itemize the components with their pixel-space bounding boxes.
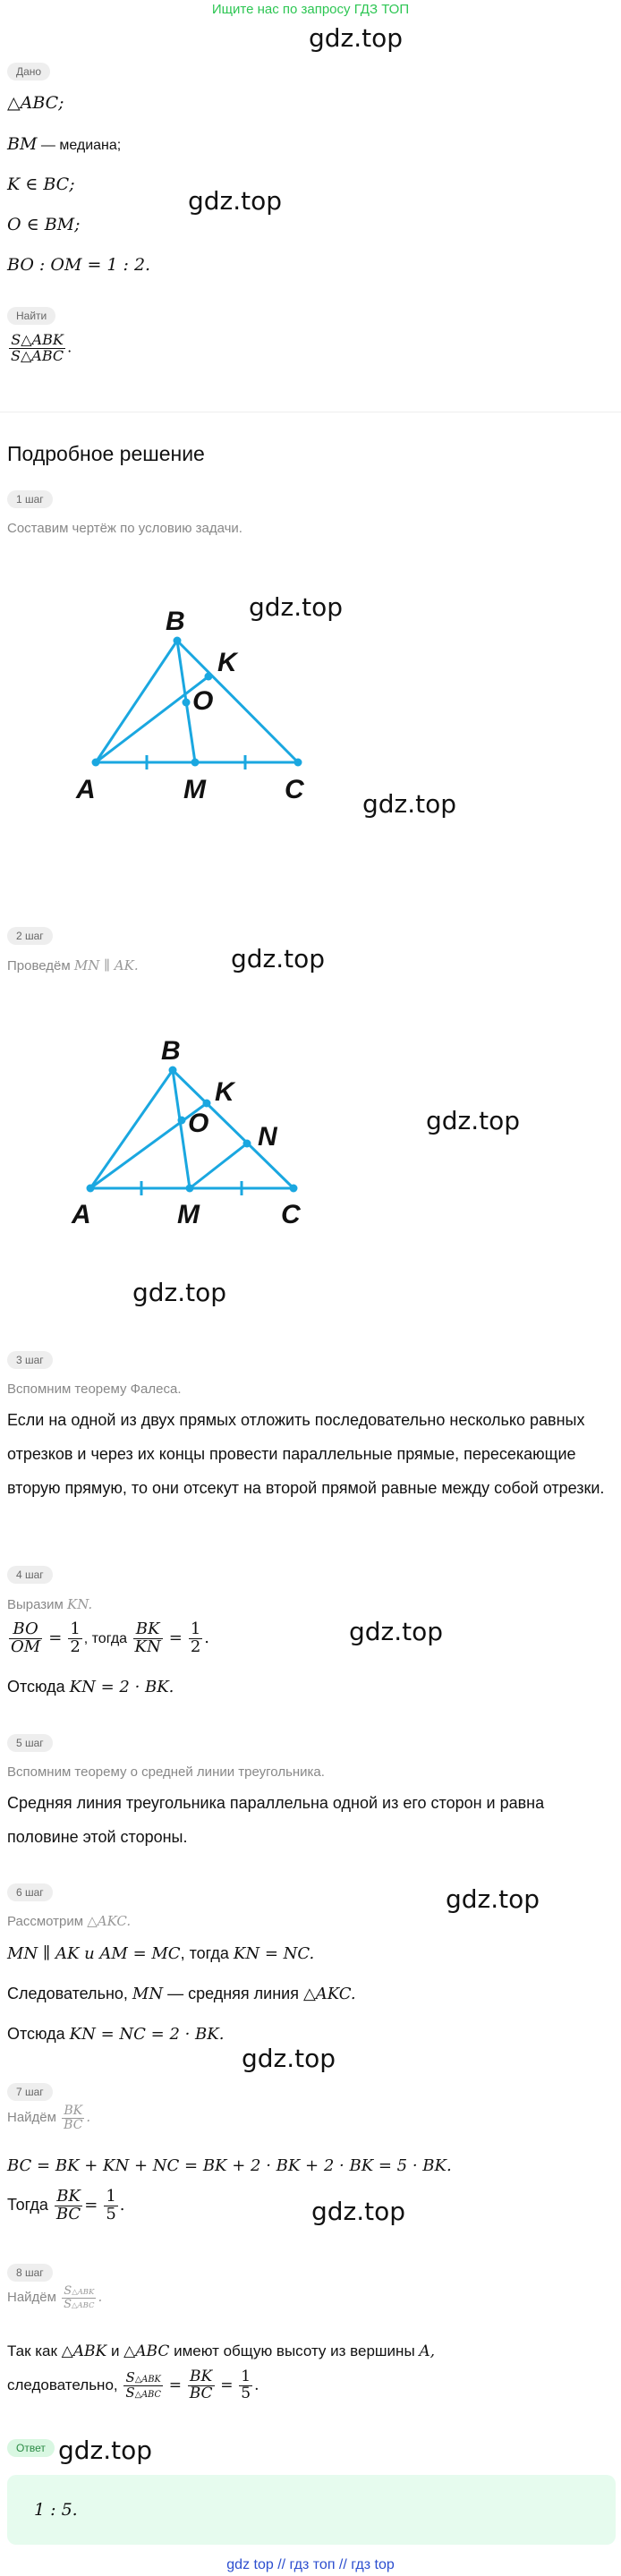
- given-line-4: O ∈ BM;: [7, 215, 81, 234]
- step-6-line-3: Отсюда KN = NC = 2 · BK.: [7, 2025, 225, 2044]
- given-line-3: K ∈ BC;: [7, 174, 75, 194]
- watermark: gdz.top: [311, 2197, 406, 2226]
- solution-title: Подробное решение: [7, 442, 205, 465]
- watermark: gdz.top: [188, 186, 283, 216]
- step-8-line-1: Так как △ABK и △ABC имеют общую высоту из вершины A,: [7, 2342, 436, 2360]
- step-8-line-2: следовательно, $\frac{\text{S△ABK}}{\text{S△ABC}}$ = $\frac{BK}{BC}$ = $\frac{1}{5}$ .: [7, 2368, 259, 2402]
- watermark: gdz.top: [242, 2044, 336, 2073]
- given-line-2: BM — медиана;: [7, 134, 122, 154]
- find-badge: Найти: [7, 307, 55, 325]
- step-5-badge: 5 шаг: [7, 1734, 53, 1752]
- figure-2-label-k: K: [215, 1077, 234, 1107]
- figure-1: [0, 591, 621, 859]
- figure-1-label-a: A: [76, 775, 96, 804]
- figure-2-label-m: M: [177, 1200, 200, 1229]
- find-fraction: $\frac{\text{S△ABK}}{\text{S△ABC}}$ .: [11, 331, 72, 364]
- step-6-line-1: MN ∥ AK и AM = MC, тогда KN = NC.: [7, 1944, 315, 1963]
- step-4-text: Выразим KN.: [7, 1596, 93, 1612]
- step-7-line-1: BC = BK + KN + NC = BK + 2 · BK + 2 · BK = 5 · BK.: [7, 2156, 452, 2175]
- watermark: gdz.top: [362, 789, 457, 819]
- step-7-badge: 7 шаг: [7, 2083, 53, 2101]
- figure-1-label-c: C: [285, 775, 304, 804]
- step-4-result: Отсюда KN = 2 · BK.: [7, 1678, 174, 1696]
- step-3-badge: 3 шаг: [7, 1351, 53, 1369]
- step-2-text: Проведём MN ∥ AK.: [7, 957, 139, 973]
- watermark: gdz.top: [249, 592, 344, 622]
- figure-2-label-a: A: [72, 1200, 91, 1229]
- watermark: gdz.top: [58, 2436, 153, 2465]
- answer-value: 1 : 5.: [34, 2500, 78, 2520]
- figure-1-label-k: K: [217, 648, 237, 677]
- watermark: gdz.top: [426, 1106, 521, 1135]
- step-6-line-2: Следовательно, MN — средняя линия △AKC.: [7, 1985, 356, 2003]
- figure-2-label-b: B: [161, 1036, 181, 1066]
- step-6-badge: 6 шаг: [7, 1883, 53, 1901]
- watermark: gdz.top: [446, 1884, 540, 1914]
- step-6-text: Рассмотрим △AKC.: [7, 1913, 132, 1929]
- answer-badge: Ответ: [7, 2439, 55, 2457]
- step-2-badge: 2 шаг: [7, 927, 53, 945]
- step-3-text: Вспомним теорему Фалеса.: [7, 1382, 182, 1397]
- figure-2-label-n: N: [258, 1122, 277, 1152]
- figure-2: [0, 1020, 621, 1288]
- step-7-text: Найдём $\frac{BK}{BC}$ .: [7, 2104, 91, 2132]
- step-5-text: Вспомним теорему о средней линии треугольника.: [7, 1764, 325, 1780]
- given-line-1: △ABC;: [7, 93, 64, 113]
- answer-box: [7, 2475, 616, 2545]
- midline-theorem: Средняя линия треугольника параллельна одной из его сторон и равна половине этой стороны.: [7, 1794, 545, 1846]
- step-7-line-2: Тогда $\frac{BK}{BC}$ = $\frac{1}{5}$ .: [7, 2187, 125, 2223]
- watermark: gdz.top: [231, 944, 326, 973]
- top-search-link[interactable]: Ищите нас по запросу ГДЗ ТОП: [211, 2, 410, 17]
- footer-links[interactable]: gdz top // гдз топ // гдз top: [226, 2557, 395, 2572]
- figure-2-label-o: O: [188, 1109, 209, 1138]
- step-4-ratios: $\frac{BO}{OM}$ = $\frac{1}{2}$ , тогда $\frac{BK}{KN}$ = $\frac{1}{2}$ .: [11, 1620, 210, 1656]
- figure-1-label-o: O: [192, 686, 214, 716]
- given-badge: Дано: [7, 63, 50, 81]
- step-4-badge: 4 шаг: [7, 1566, 53, 1584]
- watermark: gdz.top: [349, 1617, 444, 1646]
- step-1-text: Составим чертёж по условию задачи.: [7, 521, 242, 536]
- figure-2-label-c: C: [281, 1200, 301, 1229]
- thales-theorem: Если на одной из двух прямых отложить последовательно несколько равных отрезков и через их концы провести параллельные прямые, пересекающие вторую прямую, то они отсекут на второй прямой равные между собой отрезки.: [7, 1411, 605, 1497]
- given-line-5: BO : OM = 1 : 2.: [7, 255, 151, 275]
- step-1-badge: 1 шаг: [7, 490, 53, 508]
- step-8-badge: 8 шаг: [7, 2264, 53, 2282]
- step-8-text: Найдём $\frac{\text{S△ABK}}{\text{S△ABC}}$ .: [7, 2284, 103, 2311]
- figure-1-label-m: M: [183, 775, 206, 804]
- watermark: gdz.top: [132, 1278, 227, 1307]
- watermark: gdz.top: [309, 23, 404, 53]
- figure-1-label-b: B: [166, 607, 185, 636]
